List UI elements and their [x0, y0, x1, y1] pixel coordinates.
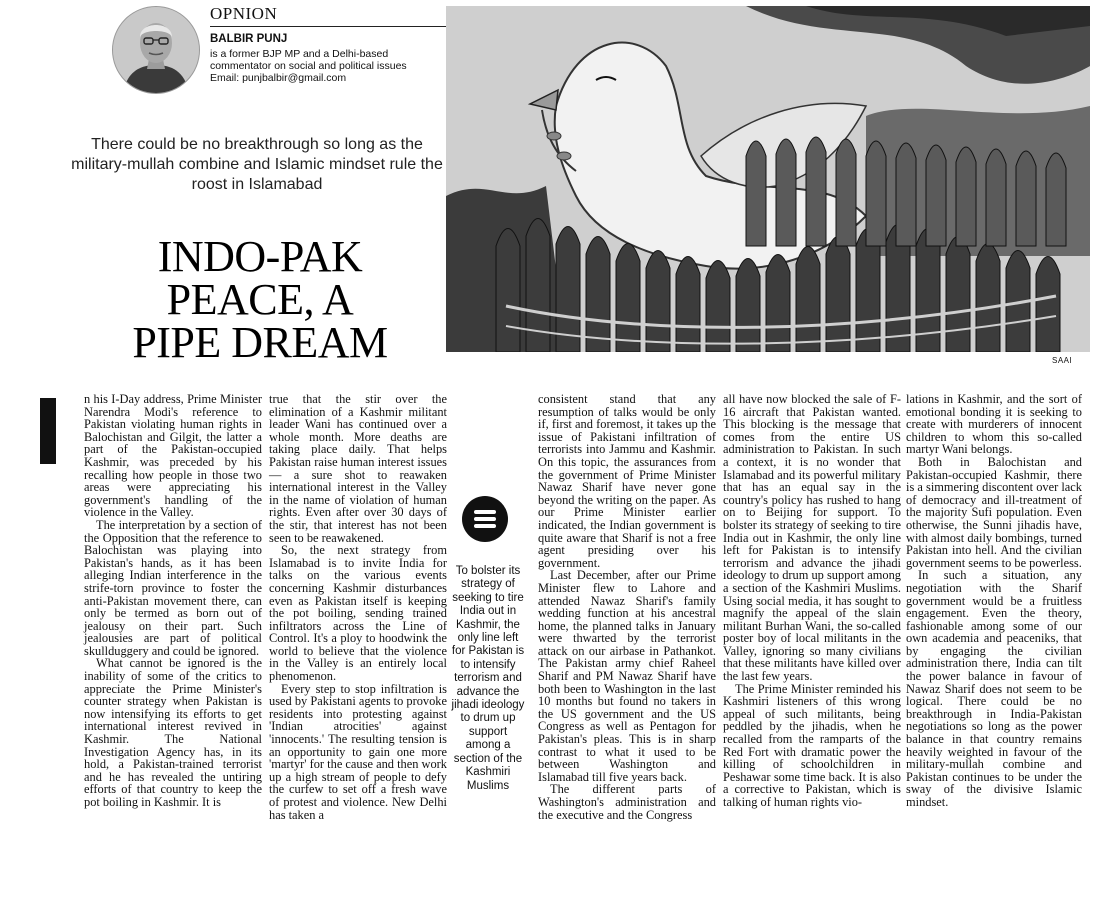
- quote-bubble-icon: [462, 496, 508, 542]
- quote-icon-line: [474, 517, 496, 521]
- illustration: [446, 6, 1090, 352]
- standfirst: There could be no breakthrough so long as the military-mullah combine and Islamic mindset rule the roost in Islamabad: [71, 136, 443, 193]
- paragraph: n his I-Day address, Prime Minister Narendra Modi's reference to Pakistan violating human rights in Balochistan and Gilgit, the latter a part of the Pakistan-occupied Kashmir, was preceded by his recalling how people in those two areas were appreciating his government's handling of the violence in the Valley.: [84, 392, 262, 520]
- dove-with-bullets-illustration: [446, 6, 1090, 352]
- paragraph: The different parts of Washington's administration and the executive and the Congress: [538, 782, 716, 822]
- paragraph: true that the stir over the elimination of a Kashmir militant leader Wani has continued over a whole month. More deaths are taking place daily. That helps Pakistan raise human interest issues — a sure shot to reawaken international interest in the Valley in the name of violation of human rights. Even after over 30 days of the stir, that interest has not been seen to be reawakened.: [269, 392, 447, 545]
- section-rule: [210, 26, 446, 27]
- drop-cap-bar: [40, 398, 56, 464]
- paragraph: consistent stand that any resumption of talks would be only if, first and foremost, it takes up the issue of Pakistani infiltration of terrorists into Jammu and Kashmir. On this topic, the assurances from the government of Prime Minister Nawaz Sharif have never gone beyond the writing on the paper. As our Prime Minister earlier indicated, the Indian government is quite aware that Sharif is not a free agent presiding over his government.: [538, 392, 716, 570]
- headline-line-1: INDO-PAK: [157, 232, 363, 281]
- paragraph: So, the next strategy from Islamabad is to invite India for talks on the various events concerning Kashmir disturbances even as Pakistan itself is keeping the pot boiling, sending trained infiltrators across the Line of Control. It's a ploy to hoodwink the world to believe that the violence in the Valley is an entirely local phenomenon.: [269, 543, 447, 684]
- paragraph: lations in Kashmir, and the sort of emotional bonding it is seeking to create with murderers of innocent children to whom this so-called martyr Wani belongs.: [906, 392, 1082, 457]
- author-photo: [112, 6, 200, 94]
- section-label: OPNION: [210, 4, 278, 23]
- pull-quote: To bolster its strategy of seeking to tire India out in Kashmir, the only line left for Pakistan is to intensify terrorism and advance the jihadi ideology to drum up support among a section of the Kashmiri Muslims: [451, 565, 525, 792]
- column-5: [906, 393, 1082, 809]
- paragraph: The Prime Minister reminded his Kashmiri listeners of this wrong appeal of such militants, being peddled by the jihadis, when he recalled from the ramparts of the Red Fort with dramatic power the killing of schoolchildren in Peshawar some time back. It is also a corrective to Pakistan, which is talking of human rights vio-: [723, 681, 901, 809]
- column-2: [269, 393, 447, 821]
- author-email[interactable]: Email: punjbalbir@gmail.com: [210, 72, 347, 84]
- column-4: [723, 393, 901, 809]
- author-name: BALBIR PUNJ: [210, 33, 288, 45]
- paragraph: What cannot be ignored is the inability of some of the critics to appreciate the Prime Minister's counter strategy when Pakistan is now intensifying its efforts to get international interest revived in Kashmir. The National Investigation Agency has, in its hold, a Pakistan-trained terrorist and he has revealed the untiring efforts of that country to keep the pot boiling in Kashmir. It is: [84, 656, 262, 809]
- illustration-credit: SAAI: [1052, 356, 1073, 365]
- headline-line-2: PEACE, A: [166, 275, 354, 324]
- column-3: [538, 393, 716, 821]
- headline: [40, 232, 480, 367]
- paragraph: The interpretation by a section of the Opposition that the reference to Balochistan was playing into Pakistan's hands, as it has been alleging Indian interference in the strife-torn province to foster the anti-Pakistan movement there, can only be termed as born out of jealousy on their part. Such jealousies are part of political skullduggery and could be ignored.: [84, 517, 262, 658]
- paragraph: Last December, after our Prime Minister flew to Lahore and attended Nawaz Sharif's family wedding function at his ancestral home, the planned talks in January were thwarted by the terrorist attack on our airbase in Pathankot. The Pakistan army chief Raheel Sharif and PM Nawaz Sharif have both been to Washington in the last 10 months but found no takers in the US government and the US Congress as well as Pentagon for Pakistan's pleas. This is in sharp contrast to what it used to be between Washington and Islamabad till five years back.: [538, 568, 716, 784]
- headline-line-3: PIPE DREAM: [132, 318, 388, 367]
- paragraph: all have now blocked the sale of F-16 aircraft that Pakistan wanted. This blocking is the message that comes from the entire US administration to Pakistan. In such a context, it is no wonder that Islamabad and its powerful military that has an equal say in the country's policy has rushed to hang on to Beijing for support. To bolster its strategy of seeking to tire India out in Kashmir, the only line left for Pakistan is to intensify terrorism and advance the jihadi ideology to drum up support among a section of the Kashmiri Muslims. Using social media, it has sought to magnify the appeal of the slain militant Burhan Wani, the so-called poster boy of local militants in the Valley, ignoring so many civilians that these militants have killed over the last few years.: [723, 392, 901, 684]
- paragraph: Both in Balochistan and Pakistan-occupied Kashmir, there is a simmering discontent over lack of democracy and ill-treatment of the majority Sufi population. Even otherwise, the Sunni jihadis have, with almost daily bombings, turned Pakistan into hell. And the civilian government seems to be powerless.: [906, 454, 1082, 570]
- author-bio: is a former BJP MP and a Delhi-based commentator on social and political issues: [210, 48, 407, 72]
- author-bio-block: [210, 48, 440, 84]
- paragraph: Every step to stop infiltration is used by Pakistani agents to provoke residents into protesting against 'Indian atrocities' against 'innocents.' The resulting tension is an opportunity to gain one more 'martyr' for the cause and then work up a high stream of people to defy the curfew to set off a fresh wave of protest and violence. New Delhi has taken a: [269, 681, 447, 822]
- quote-icon-line: [474, 510, 496, 514]
- column-1: [84, 393, 262, 809]
- quote-icon-line: [474, 524, 496, 528]
- author-portrait-icon: [113, 7, 199, 93]
- paragraph: In such a situation, any negotiation with the Sharif government would be a fruitless engagement. Even the theory, fashionable among some of our own academia and peaceniks, that by engaging the civilian administration there, India can tilt the power balance in favour of Nawaz Sharif does not seem to be logical. There could be no breakthrough in India-Pakistan negotiations so long as the power balance in that country remains heavily weighted in favour of the military-mullah combine and Pakistan continues to be under the sway of the divisive Islamic mindset.: [906, 568, 1082, 809]
